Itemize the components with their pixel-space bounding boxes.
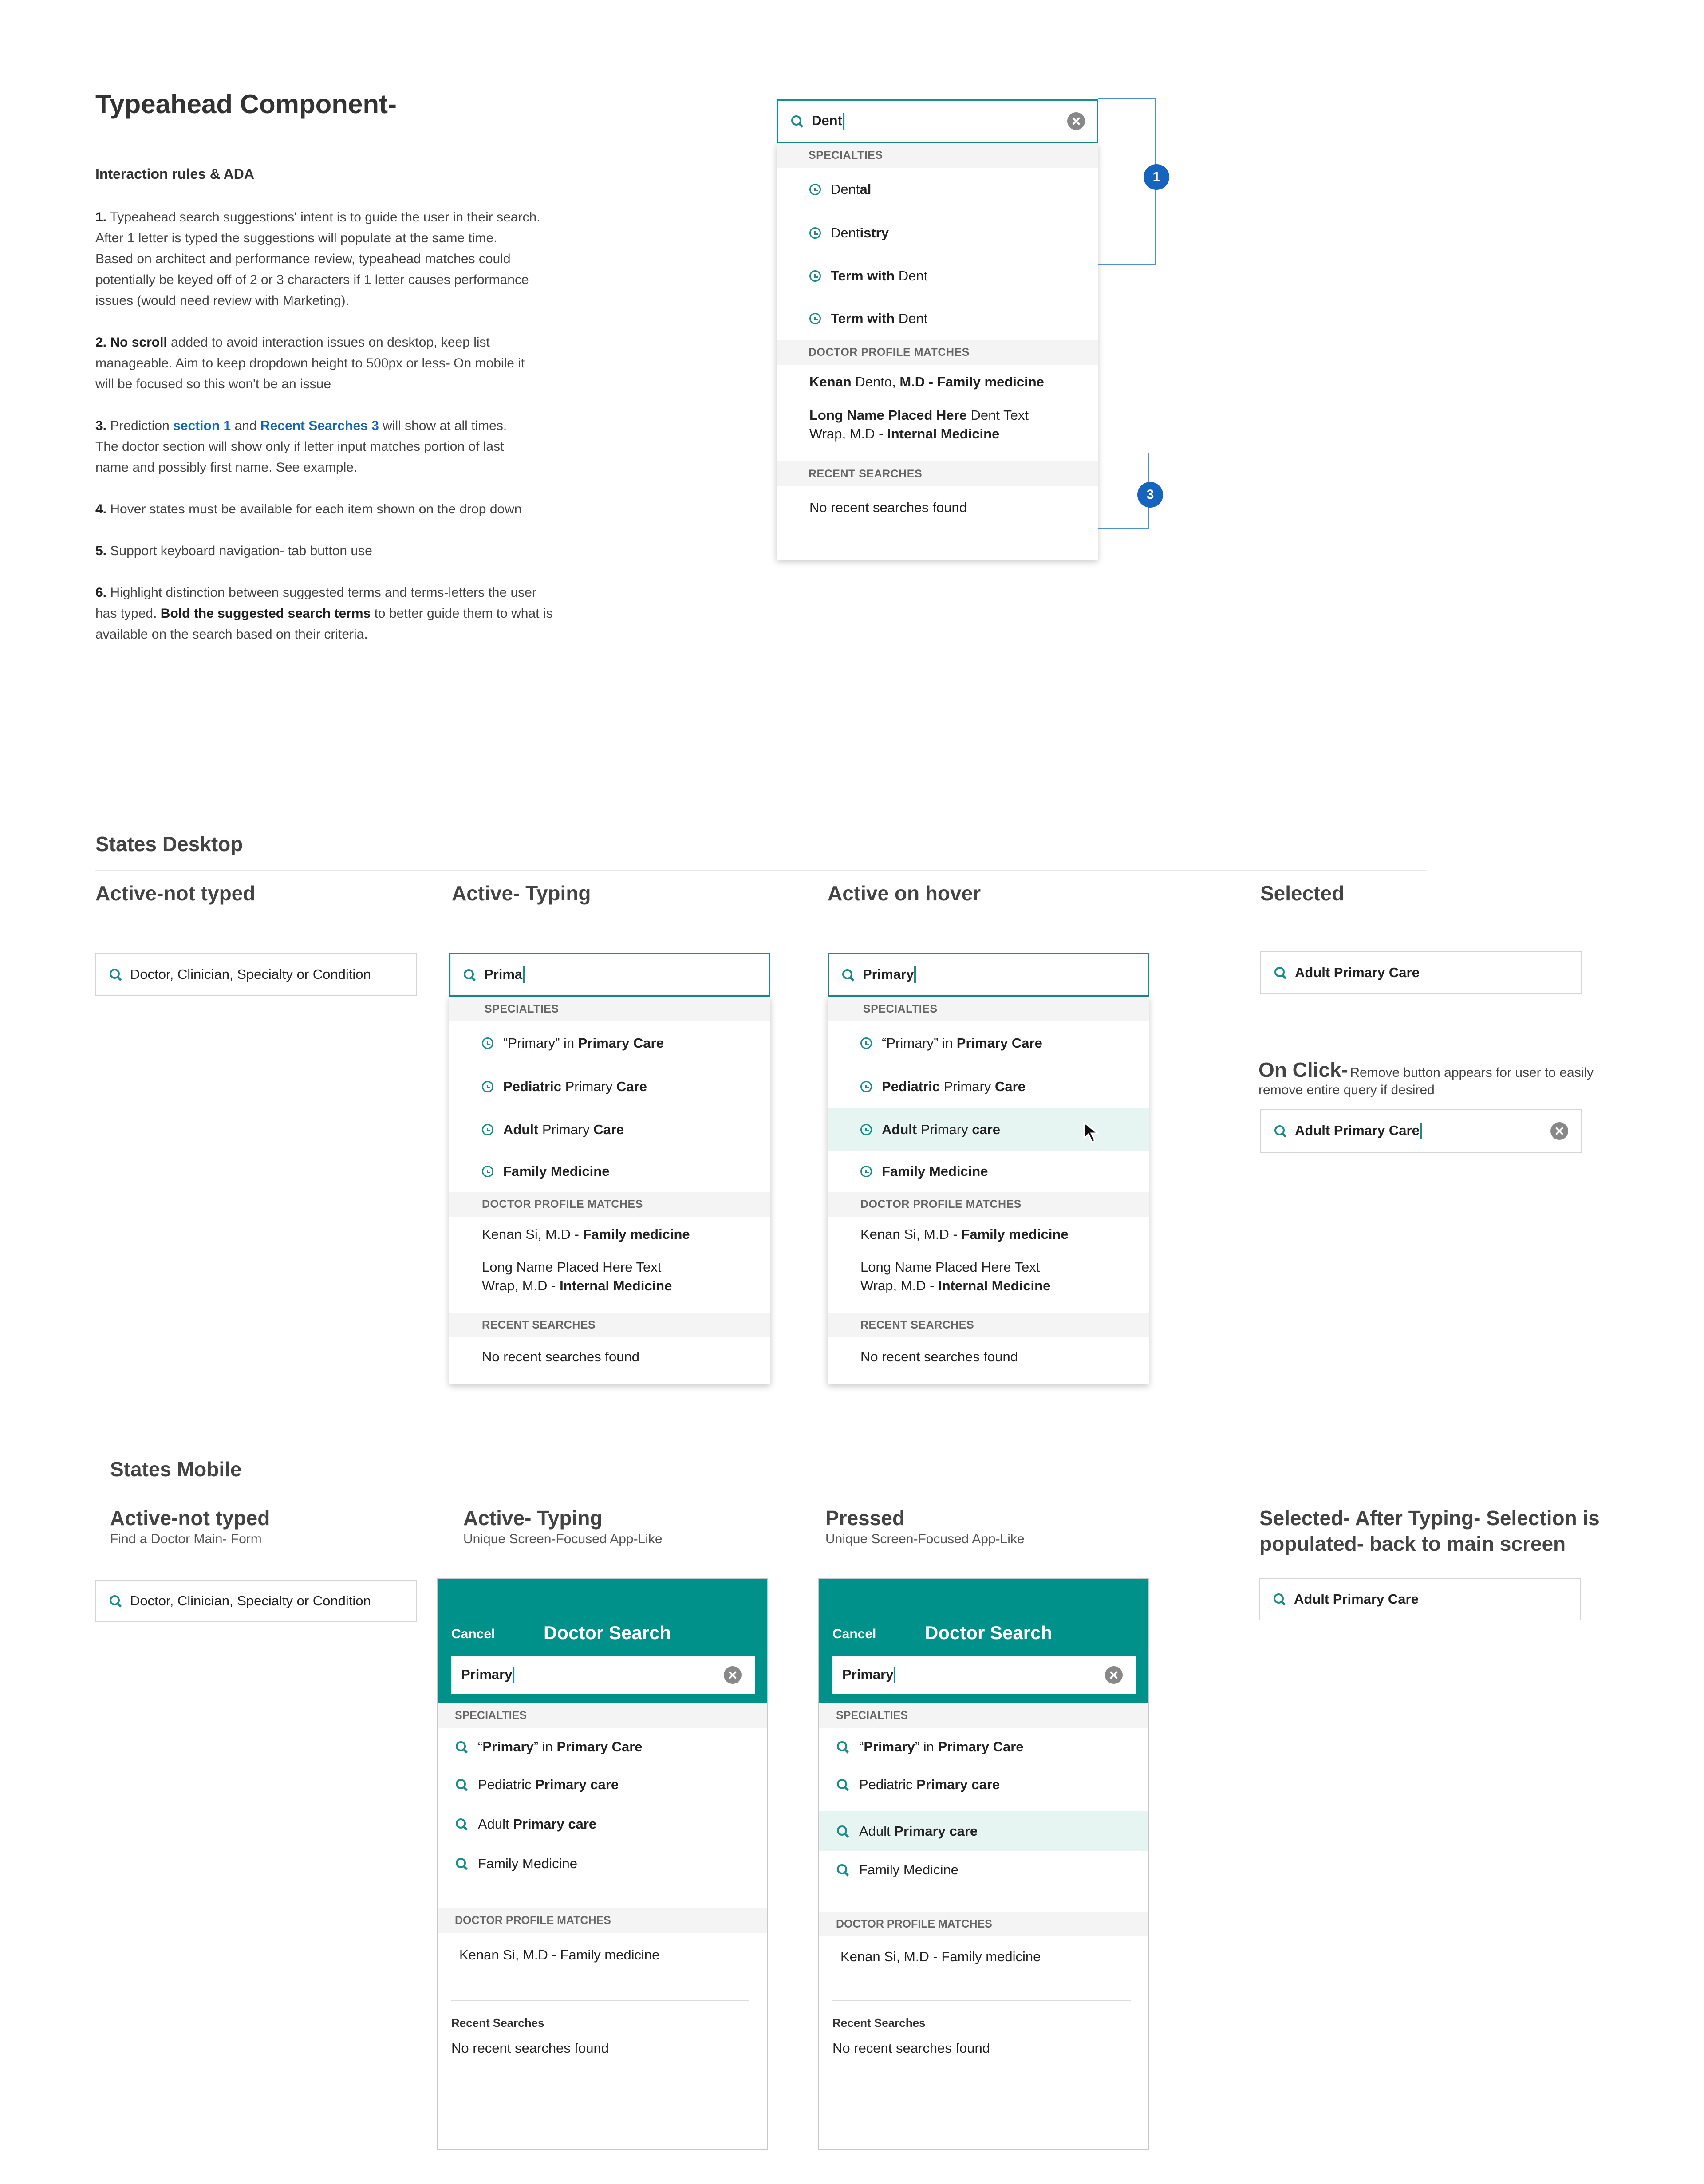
suggestion-icon xyxy=(860,1124,872,1135)
search-input[interactable] xyxy=(95,953,417,996)
recent-empty: No recent searches found xyxy=(860,1349,1018,1364)
typing-dropdown xyxy=(449,997,770,1384)
rule-5: 5. Support keyboard navigation- tab button use xyxy=(95,544,372,558)
suggestion-item[interactable]: Term with Dent xyxy=(777,297,1098,340)
search-placeholder: Doctor, Clinician, Specialty or Condition xyxy=(130,1593,371,1608)
suggestion-icon xyxy=(482,1081,493,1092)
search-icon xyxy=(836,1778,849,1791)
recent-empty: No recent searches found xyxy=(809,500,967,515)
rule-4: 4. Hover states must be available for each item shown on the drop down xyxy=(95,502,522,516)
example-query: Dent xyxy=(812,113,844,130)
specialties-header: SPECIALTIES xyxy=(819,1703,1148,1728)
mobile-col-title: Pressed xyxy=(825,1506,905,1530)
doctor-match-item[interactable]: Kenan Si, M.D - Family medicine xyxy=(860,1226,1069,1242)
doctor-matches-header: DOCTOR PROFILE MATCHES xyxy=(438,1908,767,1933)
suggestion-item[interactable]: Family Medicine xyxy=(828,1151,1149,1192)
search-input-selected[interactable]: Adult Primary Care xyxy=(1259,1578,1581,1620)
recent-searches-header: RECENT SEARCHES xyxy=(777,461,1098,486)
doctor-match-item[interactable]: Long Name Placed Here Text Wrap, M.D - Internal Medicine xyxy=(482,1259,672,1293)
search-icon xyxy=(836,1825,849,1838)
desktop-col-title: Active on hover xyxy=(828,882,981,905)
suggestion-icon xyxy=(809,227,821,239)
mobile-col-sub: Find a Doctor Main- Form xyxy=(110,1532,262,1546)
suggestion-item[interactable]: Term with Dent xyxy=(777,255,1098,297)
doctor-match-item[interactable]: Kenan Dento, M.D - Family medicine xyxy=(809,374,1044,390)
mobile-header-title: Doctor Search xyxy=(925,1622,1053,1643)
mobile-col-title: Selected- After Typing- Selection is xyxy=(1259,1506,1600,1530)
search-icon xyxy=(1273,1593,1286,1606)
suggestion-icon xyxy=(809,184,821,195)
specialties-header: SPECIALTIES xyxy=(438,1703,767,1728)
suggestion-item[interactable]: Pediatric Primary Care xyxy=(828,1065,1149,1108)
doctor-match-item[interactable]: Kenan Si, M.D - Family medicine xyxy=(459,1947,660,1963)
recent-empty: No recent searches found xyxy=(482,1349,639,1364)
recent-searches-3-link[interactable]: Recent Searches 3 xyxy=(260,418,379,433)
mobile-search-input[interactable]: Primary xyxy=(451,1656,755,1694)
rules-list xyxy=(95,207,606,645)
divider xyxy=(832,2000,1131,2001)
search-input-selected[interactable]: Adult Primary Care xyxy=(1260,951,1582,994)
rule-2: 2. No scroll added to avoid interaction issues on desktop, keep list manageable. Aim to keep dropdown height to 500px or less- On mobile it will be focused so this won't be an issue xyxy=(95,335,525,391)
mobile-header xyxy=(819,1579,1148,1703)
suggestion-item[interactable]: Dentistry xyxy=(777,211,1098,255)
doctor-matches-header: DOCTOR PROFILE MATCHES xyxy=(777,340,1098,365)
search-icon xyxy=(841,968,855,982)
suggestion-icon xyxy=(482,1037,493,1049)
mobile-section-title: States Mobile xyxy=(110,1458,242,1481)
suggestion-item[interactable]: “Primary” in Primary Care xyxy=(438,1728,767,1766)
doctor-matches-header: DOCTOR PROFILE MATCHES xyxy=(449,1192,770,1217)
rules-heading: Interaction rules & ADA xyxy=(95,166,254,182)
recent-searches-header: RECENT SEARCHES xyxy=(449,1313,770,1337)
mobile-col-title-2: populated- back to main screen xyxy=(1259,1532,1566,1555)
clear-icon[interactable] xyxy=(1550,1122,1568,1140)
specialties-header: SPECIALTIES xyxy=(777,143,1098,168)
search-input-hover[interactable]: Primary xyxy=(828,953,1149,997)
search-icon xyxy=(1274,966,1287,979)
mobile-col-title: Active-not typed xyxy=(110,1506,270,1530)
search-icon xyxy=(455,1857,468,1870)
rule-6: 6. Highlight distinction between suggested terms and terms-letters the user has typed. Bold the suggested search terms to better guide them to what is available on the search based on their criteria. xyxy=(95,585,553,642)
desktop-col-title: Selected xyxy=(1260,882,1345,905)
suggestion-icon xyxy=(809,313,821,324)
cancel-button[interactable]: Cancel xyxy=(451,1627,495,1641)
cancel-button[interactable]: Cancel xyxy=(832,1627,876,1641)
search-input-onclick[interactable]: Adult Primary Care xyxy=(1260,1109,1582,1153)
section-3-badge: 3 xyxy=(1137,482,1163,508)
doctor-match-item[interactable]: Kenan Si, M.D - Family medicine xyxy=(840,1949,1041,1964)
doctor-matches-header: DOCTOR PROFILE MATCHES xyxy=(819,1912,1148,1936)
on-click-note: On Click- Remove button appears for user to easily xyxy=(1258,1058,1594,1081)
suggestion-icon xyxy=(482,1166,493,1177)
doctor-match-item[interactable]: Long Name Placed Here Text Wrap, M.D - Internal Medicine xyxy=(860,1259,1051,1293)
clear-icon[interactable] xyxy=(1067,112,1085,130)
divider xyxy=(451,2000,749,2001)
page-title: Typeahead Component- xyxy=(95,89,397,119)
search-icon xyxy=(109,1594,122,1608)
suggestion-item[interactable]: “Primary” in Primary Care xyxy=(449,1021,770,1065)
suggestion-item[interactable]: Family Medicine xyxy=(438,1845,767,1882)
recent-searches-header: RECENT SEARCHES xyxy=(828,1313,1149,1337)
search-icon xyxy=(1274,1124,1287,1138)
on-click-note-2: remove entire query if desired xyxy=(1258,1083,1435,1097)
mobile-header-title: Doctor Search xyxy=(544,1622,671,1643)
specialties-header: SPECIALTIES xyxy=(828,997,1149,1021)
hover-dropdown xyxy=(828,997,1149,1384)
desktop-section-title: States Desktop xyxy=(95,832,243,855)
suggestion-item[interactable]: Pediatric Primary Care xyxy=(449,1065,770,1108)
search-icon xyxy=(463,968,476,982)
search-icon xyxy=(455,1778,468,1791)
search-icon xyxy=(455,1740,468,1754)
search-icon xyxy=(455,1817,468,1831)
clear-icon[interactable] xyxy=(724,1666,742,1684)
specialties-header: SPECIALTIES xyxy=(449,997,770,1021)
recent-searches-header: Recent Searches xyxy=(832,2016,926,2030)
doctor-match-item[interactable]: Kenan Si, M.D - Family medicine xyxy=(482,1226,690,1242)
suggestion-item[interactable]: Family Medicine xyxy=(449,1151,770,1192)
mobile-search-input[interactable]: Primary xyxy=(832,1656,1136,1694)
desktop-col-title: Active-not typed xyxy=(95,882,256,905)
section-1-link[interactable]: section 1 xyxy=(173,418,231,433)
search-input-typing[interactable]: Prima xyxy=(449,953,770,997)
search-icon xyxy=(790,114,804,128)
divider xyxy=(95,870,1427,871)
recent-empty: No recent searches found xyxy=(451,2040,609,2056)
suggestion-icon xyxy=(809,270,821,282)
suggestion-icon xyxy=(482,1124,493,1135)
suggestion-item[interactable]: Dental xyxy=(777,168,1098,211)
search-icon xyxy=(109,968,122,981)
desktop-col-title: Active- Typing xyxy=(452,882,591,905)
suggestion-item-pressed[interactable]: Adult Primary care xyxy=(819,1811,1148,1851)
suggestion-item[interactable]: “Primary” in Primary Care xyxy=(819,1728,1148,1766)
clear-icon[interactable] xyxy=(1105,1666,1123,1684)
suggestion-item[interactable]: Pediatric Primary care xyxy=(819,1766,1148,1803)
mobile-col-sub: Unique Screen-Focused App-Like xyxy=(825,1532,1025,1546)
suggestion-icon xyxy=(860,1037,872,1049)
suggestion-icon xyxy=(860,1081,872,1092)
recent-empty: No recent searches found xyxy=(832,2040,990,2056)
suggestion-item[interactable]: Pediatric Primary care xyxy=(438,1766,767,1803)
section-1-badge: 1 xyxy=(1144,164,1169,190)
mobile-header xyxy=(438,1579,767,1703)
mobile-col-sub: Unique Screen-Focused App-Like xyxy=(463,1532,663,1546)
example-search-input[interactable] xyxy=(777,99,1098,143)
recent-searches-header: Recent Searches xyxy=(451,2016,544,2030)
suggestion-item[interactable]: Adult Primary Care xyxy=(449,1108,770,1151)
doctor-match-item[interactable]: Long Name Placed Here Dent Text Wrap, M.D - Internal Medicine xyxy=(809,407,1029,442)
suggestion-item[interactable]: Family Medicine xyxy=(819,1851,1148,1888)
mobile-search-screen-pressed xyxy=(818,1578,1149,2150)
mobile-col-title: Active- Typing xyxy=(463,1506,603,1530)
rule-1: 1. Typeahead search suggestions' intent is to guide the user in their search. After 1 letter is typed the suggestions will populate at the same time. Based on architect and performance review, typeahead matches could potentially be keyed off of 2 or 3 characters if 1 letter causes performance issues (would need review with Marketing). xyxy=(95,210,540,308)
suggestion-item[interactable]: Adult Primary care xyxy=(438,1803,767,1845)
cursor-icon xyxy=(1082,1121,1102,1144)
search-placeholder: Doctor, Clinician, Specialty or Condition xyxy=(130,966,371,982)
doctor-matches-header: DOCTOR PROFILE MATCHES xyxy=(828,1192,1149,1217)
rule-3: 3. Prediction section 1 and Recent Searches 3 will show at all times. The doctor section will show only if letter input matches portion of last name and possibly first name. See example. xyxy=(95,418,507,475)
suggestion-item-hovered[interactable]: Adult Primary care xyxy=(828,1108,1149,1151)
example-dropdown xyxy=(777,143,1098,560)
search-icon xyxy=(836,1740,849,1754)
mobile-search-screen xyxy=(437,1578,768,2150)
search-icon xyxy=(836,1863,849,1877)
suggestion-icon xyxy=(860,1166,872,1177)
search-input[interactable] xyxy=(95,1580,417,1622)
suggestion-item[interactable]: “Primary” in Primary Care xyxy=(828,1021,1149,1065)
